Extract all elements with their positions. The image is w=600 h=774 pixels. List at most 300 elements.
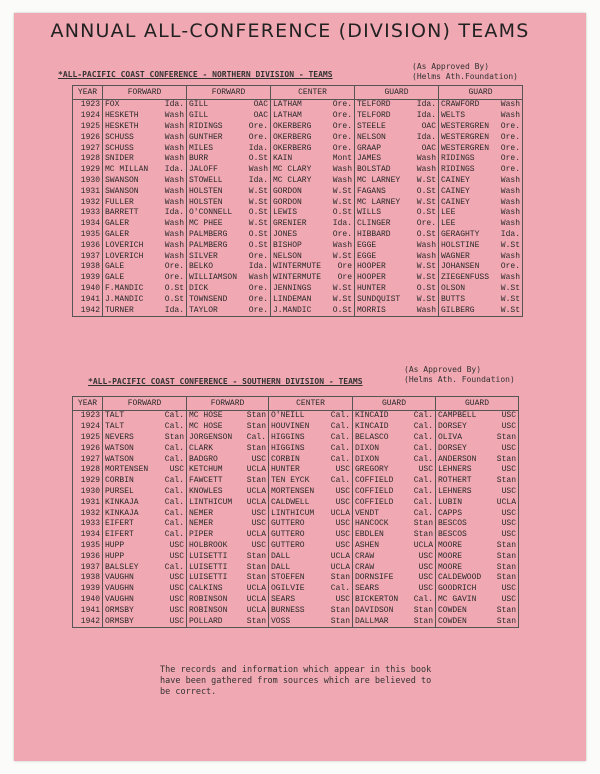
player-name: CRAWFORD [441,100,480,110]
player-school: W.St [500,240,520,250]
player-school: Cal. [164,476,184,486]
player-cell [436,497,519,508]
player-school: Ore. [248,283,268,293]
player-school: Stan [413,605,433,615]
player-school: Wash [500,197,520,207]
player-name: J.MANDIC [105,294,144,304]
player-cell [103,530,187,541]
player-school: Ore. [500,143,520,153]
player-cell [353,595,436,606]
player-school: OAC [421,143,436,153]
player-cell [103,497,187,508]
year-cell: 1940 [73,284,103,295]
player-school: Stan [413,616,433,626]
player-cell [187,605,269,616]
player-name: ZIEGENFUSS [441,273,490,283]
southern-approval-line2: (Helms Ath. Foundation) [404,375,515,384]
player-school: Ore. [500,121,520,131]
player-name: SILVER [189,251,218,261]
player-cell [187,497,269,508]
player-name: SWANSON [105,186,139,196]
player-school: Ida. [164,305,184,315]
player-school: Ore. [332,143,352,153]
player-name: LINTHICUM [271,508,315,518]
player-school: UCLA [246,486,266,496]
player-school: USC [335,540,350,550]
player-cell [187,284,271,295]
player-school: USC [169,605,184,615]
player-school: Cal. [330,422,350,432]
player-name: VAUGHN [105,573,134,583]
player-cell [103,519,187,530]
player-name: MC CLARY [273,175,312,185]
player-cell [187,208,271,219]
footer-line: have been gathered from sources which are believed to [160,676,432,686]
player-school: Wash [164,251,184,261]
player-cell [269,508,353,519]
player-name: MC HOSE [189,411,223,421]
player-school: Stan [246,443,266,453]
player-cell [269,454,353,465]
player-school: Stan [330,605,350,615]
year-cell: 1942 [73,305,103,316]
player-cell [103,122,187,133]
player-cell [103,584,187,595]
player-name: LOVERICH [105,251,144,261]
player-school: Mont [332,154,352,164]
player-cell [187,422,269,433]
year-cell: 1936 [73,551,103,562]
year-cell: 1941 [73,294,103,305]
year-cell: 1931 [73,186,103,197]
player-school: Wash [164,186,184,196]
player-name: SUNDQUIST [357,294,401,304]
year-cell: 1925 [73,122,103,133]
player-cell [103,273,187,284]
player-school: Cal. [164,519,184,529]
year-cell: 1924 [73,422,103,433]
table-row [73,143,523,154]
player-school: Stan [246,476,266,486]
year-cell: 1930 [73,487,103,498]
player-name: GORDON [273,186,302,196]
player-cell [271,186,355,197]
player-name: WILLIAMSON [189,273,238,283]
header-forward: FORWARD [187,397,269,411]
player-name: OGILVIE [271,584,305,594]
player-name: EBDLEN [355,530,384,540]
table-row [73,530,519,541]
year-cell: 1928 [73,465,103,476]
player-name: GILL [189,100,209,110]
player-name: JORGENSON [189,432,233,442]
player-name: LINTHICUM [189,497,233,507]
player-school: Wash [500,273,520,283]
player-name: NELSON [357,132,386,142]
player-name: EGGE [357,240,377,250]
player-school: USC [169,465,184,475]
player-cell [187,508,269,519]
player-name: OLSON [441,283,466,293]
player-name: HOOPER [357,262,386,272]
player-cell [271,262,355,273]
player-name: LEHNERS [438,465,472,475]
player-school: Cal. [413,594,433,604]
player-school: Cal. [330,584,350,594]
player-cell [269,487,353,498]
player-cell [436,551,519,562]
player-school: Cal. [164,562,184,572]
player-cell [103,165,187,176]
player-name: EIFERT [105,519,134,529]
player-name: MORTENSEN [271,486,315,496]
player-name: LATHAM [273,111,302,121]
player-cell [103,487,187,498]
player-school: Cal. [330,454,350,464]
player-cell [353,497,436,508]
player-cell [103,208,187,219]
year-cell: 1929 [73,476,103,487]
year-cell: 1938 [73,262,103,273]
player-cell [353,551,436,562]
table-row [73,465,519,476]
player-cell [187,584,269,595]
header-forward: FORWARD [103,86,187,100]
player-cell [187,595,269,606]
player-cell [269,443,353,454]
player-cell [271,305,355,316]
player-name: KETCHUM [189,465,223,475]
player-cell [439,230,523,241]
player-school: O.St [248,208,268,218]
player-cell [271,230,355,241]
player-name: JONES [273,229,298,239]
table-row [73,154,523,165]
table-row [73,219,523,230]
northern-division-heading: *ALL-PACIFIC COAST CONFERENCE - NORTHERN DIVISION - TEAMS [58,70,333,79]
player-cell [355,176,439,187]
player-cell [187,476,269,487]
player-cell [187,454,269,465]
player-school: Ore. [332,121,352,131]
player-school: Ida. [332,219,352,229]
player-name: TEN EYCK [271,476,310,486]
player-name: SCHUSS [105,132,134,142]
player-name: CAINEY [441,197,470,207]
table-row [73,132,523,143]
player-school: Ida. [248,175,268,185]
player-name: TELFORD [357,111,391,121]
player-cell [103,111,187,122]
player-cell [353,562,436,573]
player-name: MORTENSEN [105,465,149,475]
player-school: Wash [500,111,520,121]
player-name: WAGNER [441,251,470,261]
player-cell [269,411,353,422]
player-name: RIDINGS [441,154,475,164]
player-school: Cal. [413,411,433,421]
player-name: CAMPBELL [438,411,477,421]
player-school: USC [251,519,266,529]
player-school: Stan [496,476,516,486]
player-name: CAINEY [441,175,470,185]
player-cell [187,551,269,562]
player-cell [187,562,269,573]
player-cell [439,176,523,187]
player-school: W.St [332,197,352,207]
player-name: MOORE [438,540,463,550]
player-school: Wash [332,240,352,250]
year-cell: 1937 [73,251,103,262]
player-school: Wash [416,154,436,164]
table-row [73,251,523,262]
table-row [73,584,519,595]
player-school: Cal. [413,476,433,486]
player-name: MORRIS [357,305,386,315]
player-school: Stan [164,432,184,442]
player-school: Ore. [500,154,520,164]
player-school: USC [335,465,350,475]
footer-line: The records and information which appear in this book [160,665,432,675]
player-cell [187,230,271,241]
player-cell [103,605,187,616]
player-name: GREGORY [355,465,389,475]
southern-approval-line1: (As Approved By) [404,365,482,374]
player-school: UCLA [330,508,350,518]
player-school: Cal. [330,432,350,442]
year-cell: 1935 [73,230,103,241]
player-school: Stan [246,573,266,583]
player-school: USC [169,573,184,583]
player-name: GOODRICH [438,584,477,594]
player-school: USC [501,519,516,529]
player-cell [269,541,353,552]
player-school: USC [251,508,266,518]
player-cell [439,186,523,197]
player-school: O.St [332,305,352,315]
player-cell [187,176,271,187]
year-cell: 1933 [73,519,103,530]
player-cell [436,541,519,552]
player-name: OKERBERG [273,143,312,153]
player-cell [271,111,355,122]
player-name: STEELE [357,121,386,131]
player-name: GRENIER [273,219,307,229]
table-row [73,197,523,208]
player-name: CLINGER [357,219,391,229]
player-name: GALER [105,219,130,229]
player-school: Wash [164,175,184,185]
player-cell [353,508,436,519]
player-name: KAIN [273,154,293,164]
player-name: HOLSTINE [441,240,480,250]
player-name: HUNTER [357,283,386,293]
player-school: W.St [248,197,268,207]
player-name: VENDT [355,508,380,518]
player-cell [439,100,523,111]
player-school: W.St [248,186,268,196]
table-row [73,443,519,454]
player-cell [436,433,519,444]
player-name: SCHUSS [105,143,134,153]
player-school: Cal. [330,443,350,453]
year-cell: 1938 [73,573,103,584]
player-school: Cal. [164,422,184,432]
year-cell: 1933 [73,208,103,219]
table-header-row [73,86,523,100]
year-cell: 1939 [73,584,103,595]
player-name: BURNESS [271,605,305,615]
player-school: W.St [248,219,268,229]
player-school: Wash [164,132,184,142]
player-cell [355,305,439,316]
year-cell: 1923 [73,411,103,422]
player-cell [269,433,353,444]
year-cell: 1932 [73,197,103,208]
player-cell [271,284,355,295]
player-school: W.St [332,186,352,196]
player-name: GUTTERO [271,530,305,540]
northern-approval-line2: (Helms Ath.Foundation) [412,72,518,81]
player-school: Ida. [164,100,184,110]
table-row [73,208,523,219]
player-school: W.St [416,175,436,185]
player-name: HUNTER [271,465,300,475]
player-name: BADGRO [189,454,218,464]
player-school: Ore. [500,262,520,272]
player-name: HUPP [105,540,125,550]
player-cell [103,476,187,487]
table-row [73,487,519,498]
player-cell [355,165,439,176]
player-name: ORMSBY [105,616,134,626]
table-row [73,262,523,273]
player-name: NEMER [189,508,214,518]
player-cell [353,454,436,465]
player-name: VAUGHN [105,584,134,594]
player-cell [353,411,436,422]
player-name: LUISETTI [189,551,228,561]
player-school: Ore [337,262,352,272]
player-school: UCLA [246,497,266,507]
player-name: BOLSTAD [357,165,391,175]
player-school: Cal. [413,497,433,507]
player-cell [187,186,271,197]
player-name: ANDERSON [438,454,477,464]
player-school: OAC [421,121,436,131]
year-cell: 1935 [73,541,103,552]
year-cell: 1940 [73,595,103,606]
player-name: J.MANDIC [273,305,312,315]
player-school: USC [251,540,266,550]
northern-division-table [72,85,523,317]
player-cell [439,251,523,262]
player-name: BARRETT [105,208,139,218]
player-school: Stan [496,573,516,583]
table-row [73,595,519,606]
table-row [73,100,523,111]
year-cell: 1929 [73,165,103,176]
player-school: Ore. [248,294,268,304]
player-name: DICK [189,283,209,293]
northern-approval-line1: (As Approved By) [412,62,490,71]
player-cell [436,605,519,616]
player-cell [353,541,436,552]
player-cell [439,143,523,154]
header-forward: FORWARD [103,397,187,411]
table-row [73,508,519,519]
player-cell [187,411,269,422]
player-cell [436,411,519,422]
player-name: GORDON [273,197,302,207]
player-name: LEWIS [273,208,298,218]
player-school: USC [501,465,516,475]
player-school: Ore. [248,305,268,315]
player-name: HOLSTEN [189,186,223,196]
player-cell [436,616,519,627]
player-name: CALDEWOOD [438,573,482,583]
player-name: HESKETH [105,121,139,131]
player-name: HESKETH [105,111,139,121]
player-school: Ida. [164,165,184,175]
player-school: Cal. [413,422,433,432]
player-name: CORBIN [105,476,134,486]
player-school: Stan [246,616,266,626]
player-school: UCLA [330,562,350,572]
player-school: USC [501,594,516,604]
table-row [73,294,523,305]
player-name: ROBINSON [189,594,228,604]
player-cell [187,465,269,476]
table-row [73,551,519,562]
player-school: O.St [164,283,184,293]
player-school: Ore. [164,273,184,283]
player-name: DORSEY [438,443,467,453]
table-row [73,122,523,133]
player-cell [187,573,269,584]
player-name: WESTERGREN [441,132,490,142]
player-name: MC LARNEY [357,197,401,207]
player-school: O.St [164,294,184,304]
player-cell [103,132,187,143]
player-name: OLIVA [438,432,463,442]
player-school: USC [501,508,516,518]
player-school: Wash [248,165,268,175]
player-cell [353,519,436,530]
player-cell [103,573,187,584]
player-school: USC [501,443,516,453]
player-school: USC [169,594,184,604]
player-cell [439,273,523,284]
year-cell: 1934 [73,530,103,541]
player-school: Ida. [416,132,436,142]
year-cell: 1925 [73,433,103,444]
player-name: WATSON [105,454,134,464]
player-name: DIXON [355,443,380,453]
player-cell [439,284,523,295]
player-name: MC CLARY [273,165,312,175]
year-cell: 1939 [73,273,103,284]
table-row [73,176,523,187]
player-school: O.St [416,229,436,239]
player-cell [103,262,187,273]
year-cell: 1930 [73,176,103,187]
player-name: BURR [189,154,209,164]
player-cell [436,573,519,584]
table-row [73,111,523,122]
player-name: TALT [105,422,125,432]
player-cell [355,219,439,230]
